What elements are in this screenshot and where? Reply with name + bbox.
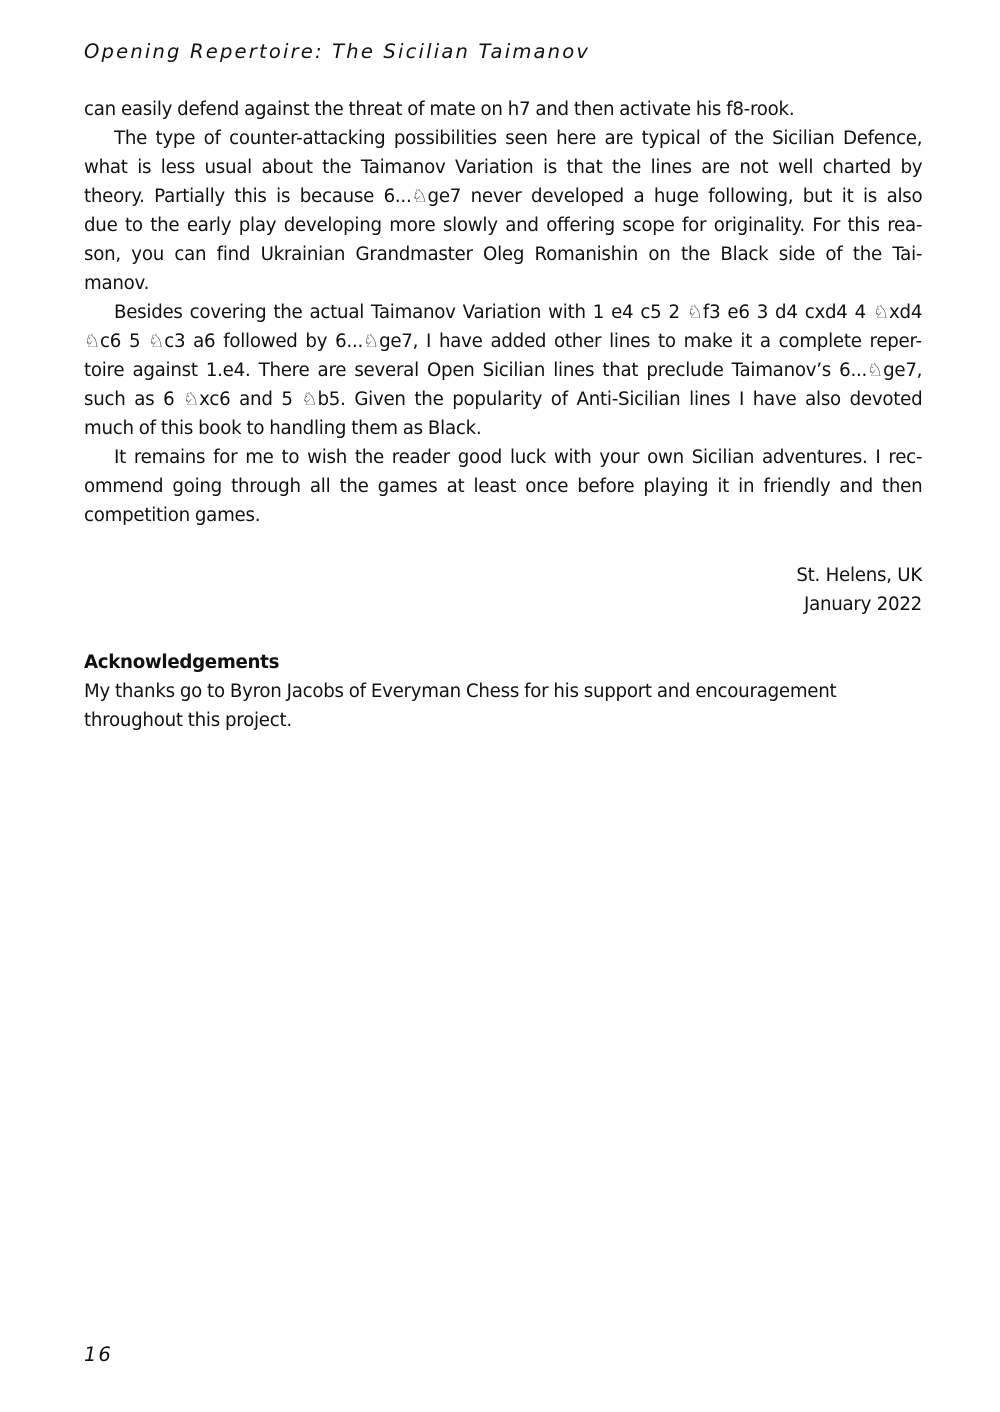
acknowledgements-text <box>84 677 836 735</box>
signoff-date: January 2022 <box>803 594 922 615</box>
text-line: The type of counter-attacking possibilities seen here are typical of the Sicilian Defence, <box>114 128 923 149</box>
paragraph-3 <box>84 298 922 443</box>
text-line: can easily defend against the threat of mate on h7 and then activate his f8-rook. <box>84 99 795 120</box>
text-line: ♘c6 5 ♘c3 a6 followed by 6...♘ge7, I have added other lines to make it a complete reper- <box>84 331 922 352</box>
acknowledgements-heading: Acknowledgements <box>84 652 280 673</box>
text-line: It remains for me to wish the reader good luck with your own Sicilian adventures. I rec- <box>114 447 923 468</box>
text-line: much of this book to handling them as Black. <box>84 418 482 439</box>
page-number: 16 <box>84 1343 113 1366</box>
text-line: toire against 1.e4. There are several Open Sicilian lines that preclude Taimanov’s 6...♘ge7, <box>84 360 923 381</box>
running-header: Opening Repertoire: The Sicilian Taimanov <box>84 40 591 63</box>
text-line: son, you can find Ukrainian Grandmaster Oleg Romanishin on the Black side of the Tai- <box>84 244 923 265</box>
text-line: ommend going through all the games at least once before playing it in friendly and then <box>84 476 923 497</box>
text-line: manov. <box>84 273 150 294</box>
paragraph-1 <box>84 95 922 124</box>
text-line: competition games. <box>84 505 261 526</box>
text-line: My thanks go to Byron Jacobs of Everyman Chess for his support and encouragement <box>84 681 837 702</box>
text-line: what is less usual about the Taimanov Variation is that the lines are not well charted by <box>84 157 923 178</box>
text-line: such as 6 ♘xc6 and 5 ♘b5. Given the popularity of Anti-Sicilian lines I have also devoted <box>84 389 923 410</box>
text-line: Besides covering the actual Taimanov Variation with 1 e4 c5 2 ♘f3 e6 3 d4 cxd4 4 ♘xd4 <box>114 302 923 323</box>
paragraph-4 <box>84 443 922 530</box>
text-line: due to the early play developing more slowly and offering scope for originality. For this rea- <box>84 215 923 236</box>
paragraph-2 <box>84 124 922 298</box>
signoff <box>796 561 922 619</box>
signoff-place: St. Helens, UK <box>796 565 922 586</box>
body-text <box>84 95 922 530</box>
text-line: theory. Partially this is because 6...♘ge7 never developed a huge following, but it is also <box>84 186 923 207</box>
text-line: throughout this project. <box>84 710 292 731</box>
